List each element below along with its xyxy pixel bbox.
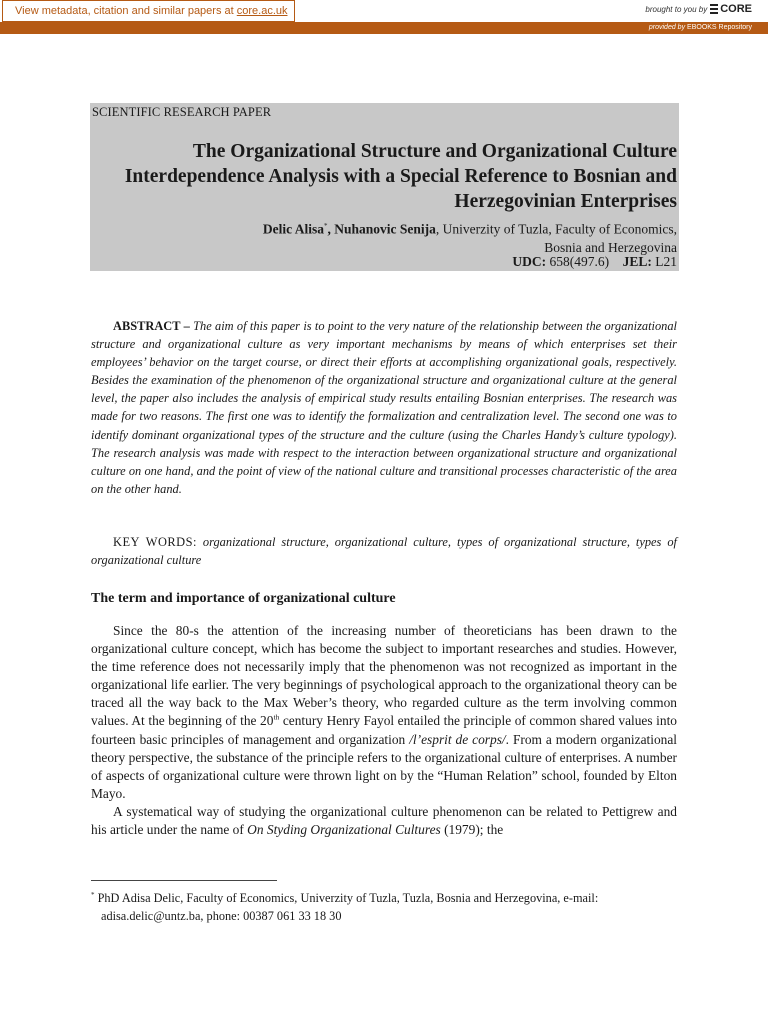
authors — [117, 217, 677, 257]
metadata-link-box[interactable] — [2, 0, 295, 22]
section-heading: The term and importance of organizational culture — [91, 591, 396, 606]
abstract — [91, 317, 677, 498]
keywords — [91, 533, 677, 569]
author-footnote-mark: * — [324, 222, 328, 230]
udc-label: UDC: — [512, 254, 547, 269]
abstract-text: The aim of this paper is to point to the very nature of the relationship between the organizational structure and organizational culture as very important mechanisms by means of which enterprises set their employees’ behavior on the target course, or direct their efforts at accomplishing organizational goals, respectively. Besides the examination of the phenomenon of the organizational structure and organizational culture at the general level, the paper also includes the analysis of empirical study results entailing Bosnian enterprises. The research was made for two reasons. The first one was to identify the formalization and centralization level. The second one was to identify dominant organizational types of the structure and the culture (using the Charles Handy’s culture typology). The research analysis was made with respect to the interaction between organizational structure and organizational culture on one hand, and the point of view of the national culture and transitional processes characteristic of the area on the other hand. — [91, 319, 677, 496]
paragraph-1-part-c: . From a modern organizational theory perspective, the substance of the principle refers to the organizational culture of enterprises. A number of aspects of organizational culture were thrown light on by the “Human Relation” school, founded by Elton Mayo. — [91, 731, 678, 801]
paper-type: SCIENTIFIC RESEARCH PAPER — [92, 105, 272, 119]
jel-label: JEL: — [622, 254, 652, 269]
footnote — [91, 886, 677, 925]
core-logo-text: CORE — [720, 3, 752, 15]
affiliation-line-2: Bosnia and Herzegovina — [544, 239, 677, 255]
keywords-text: organizational structure, organizational culture, types of organizational structure, types of organizational culture — [91, 535, 677, 568]
footnote-line-2: adisa.delic@untz.ba, phone: 00387 061 33 18 30 — [101, 909, 342, 924]
paragraph-2-part-a: A systematical way of studying the organizational culture phenomenon can be related to Pettigrew and his article under the name of — [91, 803, 677, 838]
core-logo[interactable] — [710, 3, 752, 15]
paragraph-2-part-b: (1979); the — [440, 822, 504, 838]
affiliation-line-1: , Univerzity of Tuzla, Faculty of Economics, — [435, 221, 677, 237]
core-banner — [0, 0, 768, 23]
paragraph-2-italic: On Styding Organizational Cultures — [247, 822, 441, 838]
provided-by-repo[interactable]: EBOOKS Repository — [687, 24, 752, 31]
core-strip — [0, 22, 768, 34]
paragraph-2 — [91, 803, 677, 839]
footnote-mark: * — [91, 891, 95, 899]
footnote-line-1: PhD Adisa Delic, Faculty of Economics, Univerzity of Tuzla, Tuzla, Bosnia and Herzegovina, e-mail: — [94, 891, 599, 906]
paper-title: The Organizational Structure and Organizational Culture Interdependence Analysis with a Special Reference to Bosnian and Herzegovinian Enterprises — [124, 141, 677, 212]
paragraph-1-italic: /l’esprit de corps/ — [409, 731, 506, 747]
paragraph-1-part-b: century Henry Fayol entailed the principle of common shared values into fourteen basic principles of management and organization — [91, 713, 677, 747]
title-box — [90, 103, 679, 271]
provided-by-prefix: provided by — [648, 24, 686, 31]
brought-text: brought to you by — [645, 4, 708, 14]
keywords-label: KEY WORDS: — [113, 535, 197, 549]
provided-by — [649, 22, 752, 34]
core-logo-icon — [710, 4, 718, 14]
author-2: , Nuhanovic Senija — [327, 221, 436, 237]
author-1: Delic Alisa — [262, 221, 324, 237]
abstract-label: ABSTRACT – — [113, 319, 190, 333]
classification — [512, 253, 677, 271]
metadata-text: View metadata, citation and similar papers at — [15, 5, 237, 17]
brought-by — [645, 3, 752, 15]
paragraph-1-part-a: Since the 80-s the attention of the increasing number of theoreticians has been drawn to the organizational culture concept, which has become the subject to important researches and studies. However, the time reference does not necessarily imply that the phenomenon was not recognized as important in the organizational life earlier. The very beginnings of psychological approach to the organizational theory can be traced all the way back to the Max Weber’s theory, who regarded culture as the term involving common values. At the beginning of the 20 — [91, 623, 677, 729]
core-link[interactable]: core.ac.uk — [236, 5, 288, 17]
section-body — [91, 622, 677, 839]
jel-value: L21 — [651, 254, 677, 269]
footnote-rule — [91, 880, 277, 881]
paragraph-1-sup: th — [273, 713, 280, 722]
udc-value: 658(497.6) — [546, 254, 610, 269]
paragraph-1 — [91, 622, 677, 803]
